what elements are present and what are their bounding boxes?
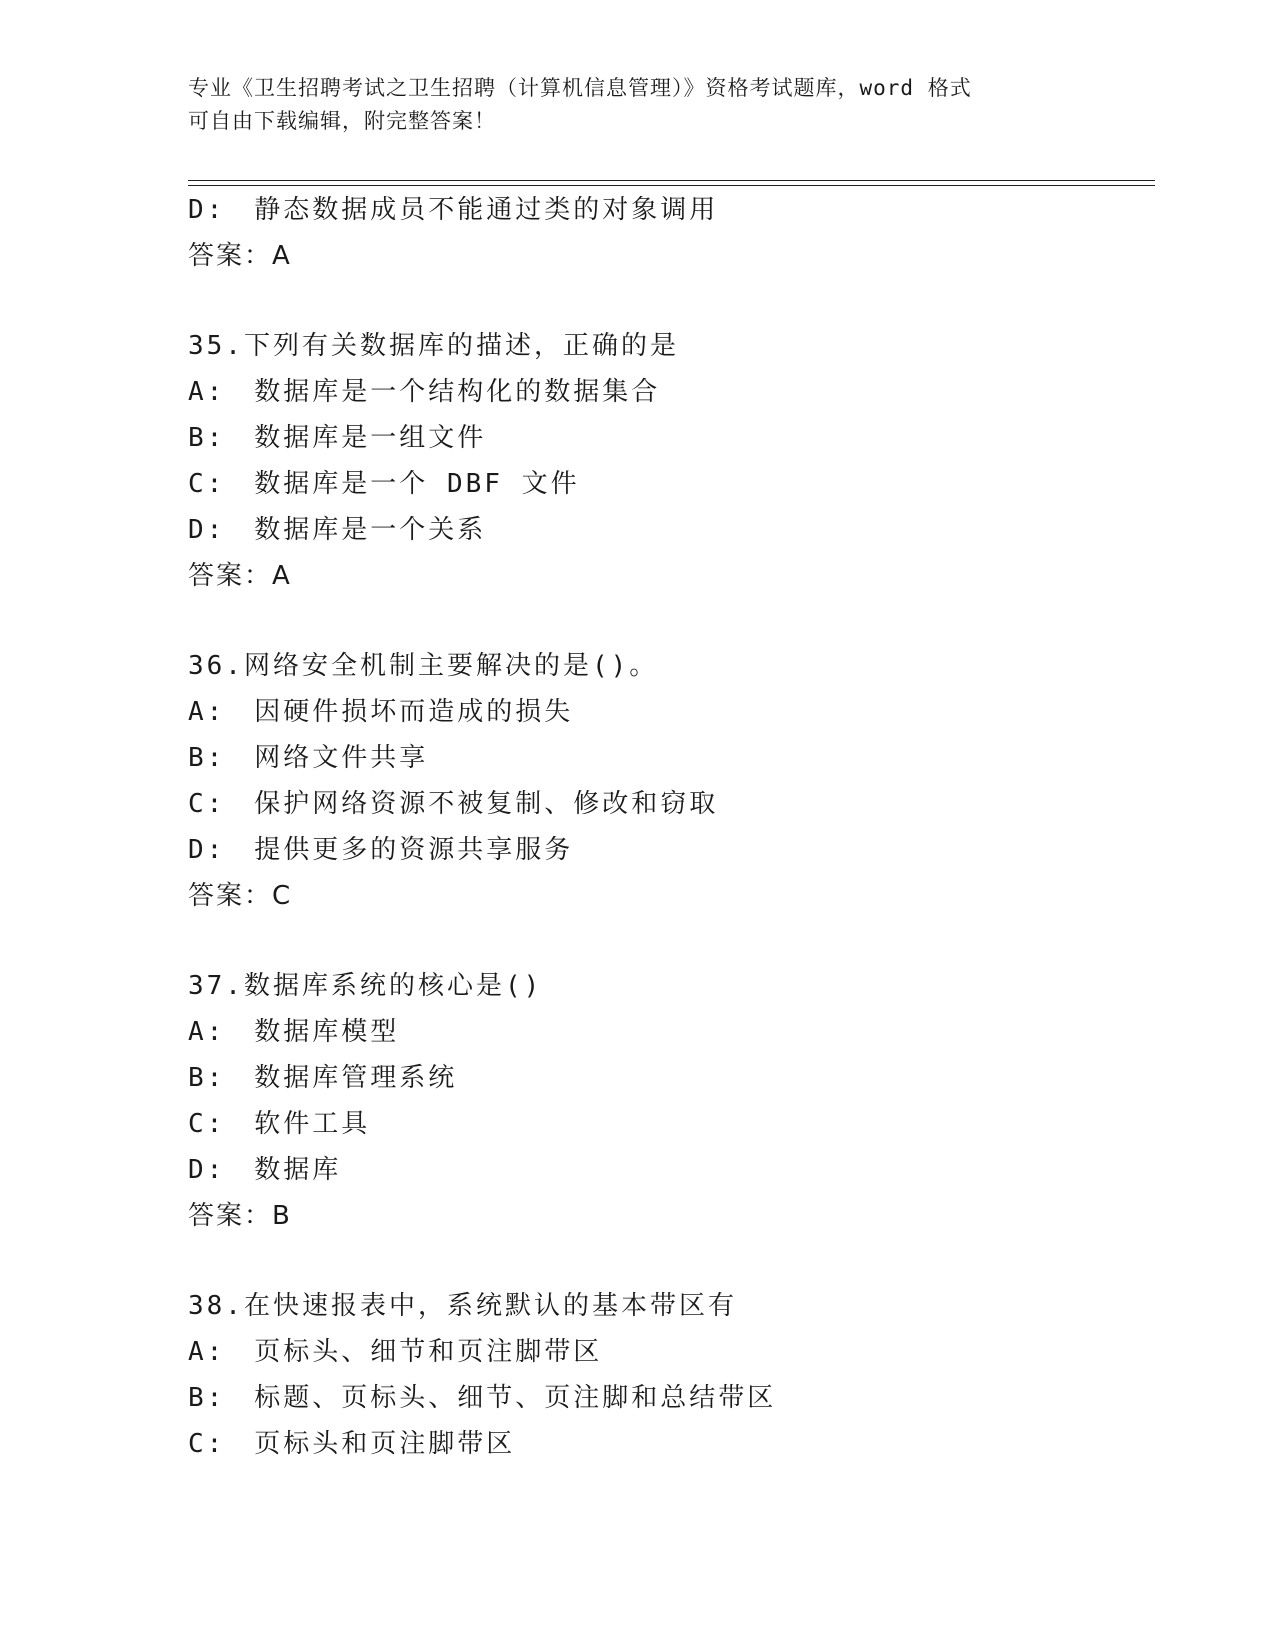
spacer bbox=[188, 1239, 1148, 1283]
answer-line: 答案：A bbox=[188, 241, 292, 271]
document-header bbox=[188, 72, 1088, 138]
question-stem: 35.下列有关数据库的描述，正确的是 bbox=[188, 331, 679, 361]
header-title-line-2: 可自由下载编辑，附完整答案！ bbox=[188, 109, 496, 133]
spacer bbox=[188, 279, 1148, 323]
option-c: C: 软件工具 bbox=[188, 1109, 371, 1139]
option-a: A: 页标头、细节和页注脚带区 bbox=[188, 1337, 603, 1367]
answer-line: 答案：A bbox=[188, 561, 292, 591]
question-38 bbox=[188, 1283, 1148, 1467]
option-c: C: 数据库是一个 DBF 文件 bbox=[188, 469, 580, 499]
header-divider-bottom bbox=[188, 185, 1155, 186]
question-stem: 38.在快速报表中，系统默认的基本带区有 bbox=[188, 1291, 737, 1321]
option-b: B: 数据库管理系统 bbox=[188, 1063, 458, 1093]
question-35 bbox=[188, 323, 1148, 599]
option-d: D: 提供更多的资源共享服务 bbox=[188, 835, 574, 865]
answer-line: 答案：B bbox=[188, 1201, 292, 1231]
option-a: A: 数据库是一个结构化的数据集合 bbox=[188, 377, 661, 407]
option-d: D: 静态数据成员不能通过类的对象调用 bbox=[188, 195, 719, 225]
option-d: D: 数据库 bbox=[188, 1155, 342, 1185]
option-d: D: 数据库是一个关系 bbox=[188, 515, 487, 545]
option-c: C: 页标头和页注脚带区 bbox=[188, 1429, 516, 1459]
question-36 bbox=[188, 643, 1148, 919]
option-b: B: 网络文件共享 bbox=[188, 743, 429, 773]
option-a: A: 因硬件损坏而造成的损失 bbox=[188, 697, 574, 727]
answer-line: 答案：C bbox=[188, 881, 293, 911]
option-a: A: 数据库模型 bbox=[188, 1017, 400, 1047]
option-c: C: 保护网络资源不被复制、修改和窃取 bbox=[188, 789, 719, 819]
question-stem: 36.网络安全机制主要解决的是()。 bbox=[188, 651, 659, 681]
option-b: B: 标题、页标头、细节、页注脚和总结带区 bbox=[188, 1383, 777, 1413]
option-b: B: 数据库是一组文件 bbox=[188, 423, 487, 453]
question-list bbox=[188, 187, 1148, 1467]
question-37 bbox=[188, 963, 1148, 1239]
spacer bbox=[188, 919, 1148, 963]
question-stem: 37.数据库系统的核心是() bbox=[188, 971, 543, 1001]
carryover-question bbox=[188, 187, 1148, 279]
header-title-line-1: 专业《卫生招聘考试之卫生招聘（计算机信息管理）》资格考试题库，word 格式 bbox=[188, 76, 972, 100]
spacer bbox=[188, 599, 1148, 643]
header-divider-top bbox=[188, 180, 1155, 181]
